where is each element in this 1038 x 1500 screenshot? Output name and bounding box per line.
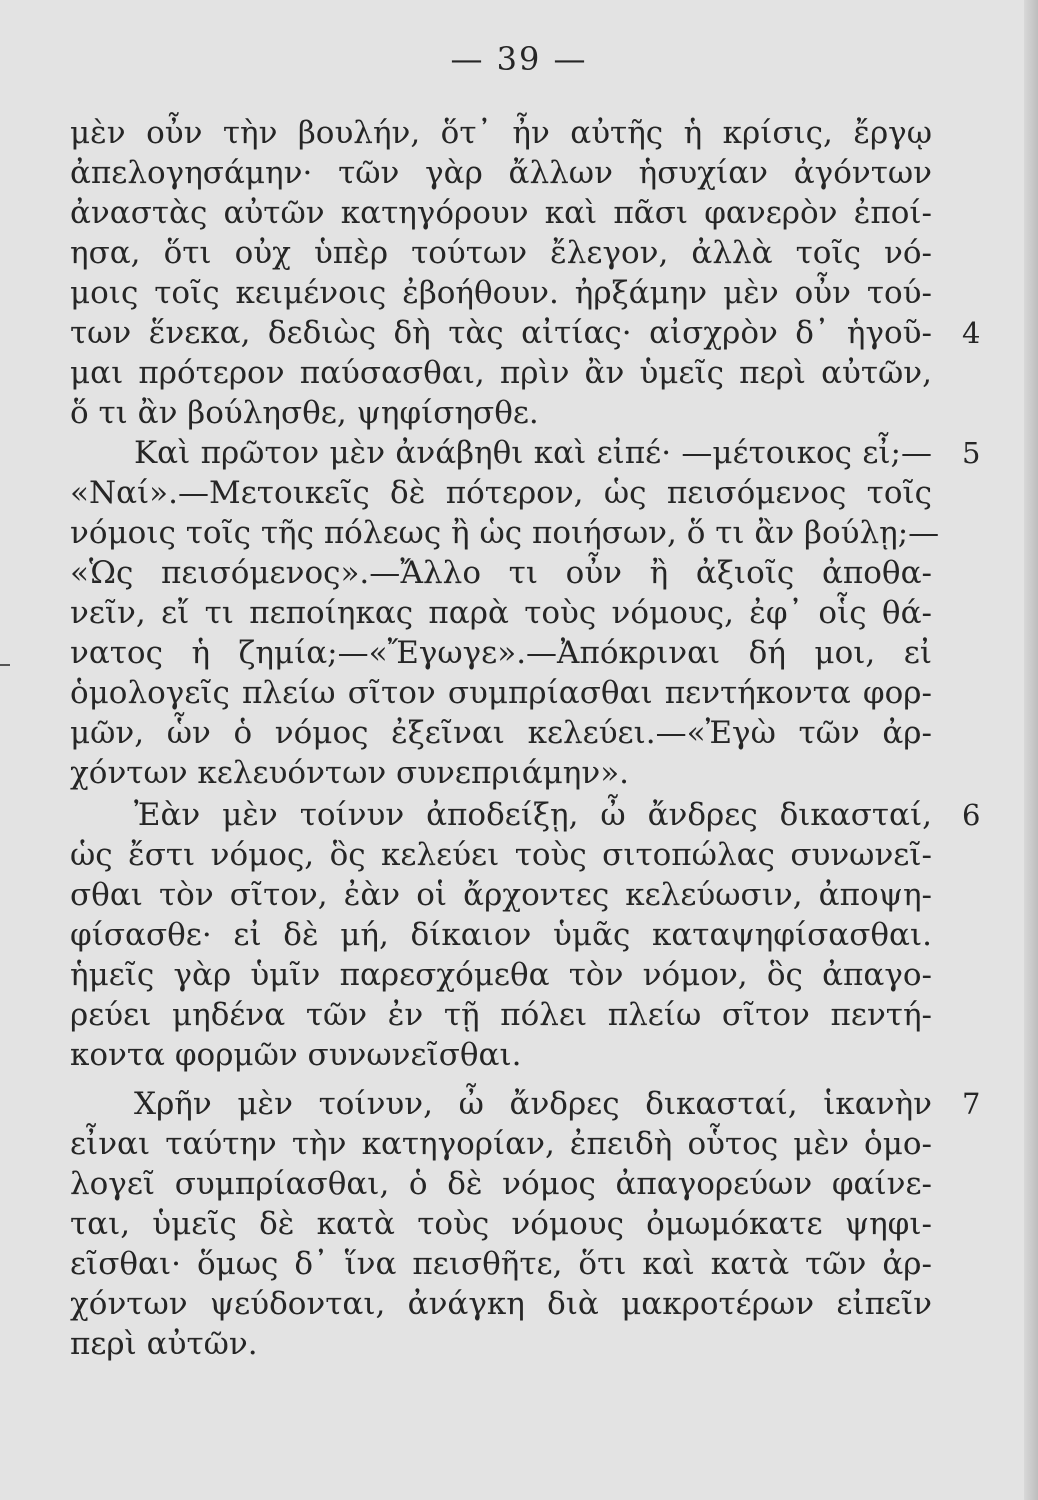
text-line: χόντων κελευόντων συνεπριάμην». — [70, 755, 630, 791]
section-number: 4 — [962, 316, 981, 350]
text-line: νεῖν, εἴ τι πεποίηκας παρὰ τοὺς νόμους, ἐφ᾽ οἷς θά- — [70, 595, 932, 631]
text-line: νόμοις τοῖς τῆς πόλεως ἢ ὡς ποιήσων, ὅ τι ἂν βούλῃ;— — [70, 515, 940, 551]
text-line: φίσασθε· εἰ δὲ μή, δίκαιον ὑμᾶς καταψηφίσασθαι. — [70, 917, 932, 953]
text-line: ὡς ἔστι νόμος, ὃς κελεύει τοὺς σιτοπώλας συνωνεῖ- — [70, 837, 932, 873]
section-number: 7 — [962, 1087, 981, 1121]
page-number: — 39 — — [450, 40, 588, 78]
text-line: ἀπελογησάμην· τῶν γὰρ ἄλλων ἡσυχίαν ἀγόντων — [70, 155, 932, 191]
page-edge-shadow — [1024, 0, 1038, 1500]
section-number: 6 — [962, 798, 981, 832]
text-line: «Ναί».—Μετοικεῖς δὲ πότερον, ὡς πεισόμενος τοῖς — [70, 475, 932, 511]
text-line: κοντα φορμῶν συνωνεῖσθαι. — [70, 1037, 522, 1073]
text-line: ἡμεῖς γὰρ ὑμῖν παρεσχόμεθα τὸν νόμον, ὃς ἀπαγο- — [70, 957, 932, 993]
text-line: Ἐὰν μὲν τοίνυν ἀποδείξῃ, ὦ ἄνδρες δικασταί, — [134, 797, 932, 833]
text-line: Καὶ πρῶτον μὲν ἀνάβηθι καὶ εἰπέ· —μέτοικος εἶ;— — [134, 435, 932, 471]
text-line: μὲν οὖν τὴν βουλήν, ὅτ᾽ ἦν αὐτῆς ἡ κρίσις, ἔργῳ — [70, 115, 932, 151]
text-line: ησα, ὅτι οὐχ ὑπὲρ τούτων ἔλεγον, ἀλλὰ τοῖς νό- — [70, 235, 932, 271]
text-line: εῖσθαι· ὅμως δ᾽ ἵνα πεισθῆτε, ὅτι καὶ κατὰ τῶν ἀρ- — [70, 1246, 932, 1282]
text-line: των ἕνεκα, δεδιὼς δὴ τὰς αἰτίας· αἰσχρὸν δ᾽ ἡγοῦ- — [70, 315, 932, 351]
text-line: εἶναι ταύτην τὴν κατηγορίαν, ἐπειδὴ οὗτος μὲν ὁμο- — [70, 1126, 932, 1162]
left-edge-mark — [0, 664, 10, 666]
text-line: «Ὡς πεισόμενος».—Ἄλλο τι οὖν ἢ ἀξιοῖς ἀποθα- — [70, 555, 932, 591]
text-line: ἀναστὰς αὐτῶν κατηγόρουν καὶ πᾶσι φανερὸν ἐποί- — [70, 195, 932, 231]
text-line: ρεύει μηδένα τῶν ἐν τῇ πόλει πλείω σῖτον πεντή- — [70, 997, 932, 1033]
text-line: χόντων ψεύδονται, ἀνάγκη διὰ μακροτέρων εἰπεῖν — [70, 1286, 932, 1322]
text-line: λογεῖ συμπρίασθαι, ὁ δὲ νόμος ἀπαγορεύων φαίνε- — [70, 1166, 932, 1202]
text-line: νατος ἡ ζημία;—«Ἔγωγε».—Ἀπόκριναι δή μοι, εἰ — [70, 635, 932, 671]
text-line: ὁμολογεῖς πλείω σῖτον συμπρίασθαι πεντήκοντα φορ- — [70, 675, 932, 711]
text-line: μαι πρότερον παύσασθαι, πρὶν ἂν ὑμεῖς περὶ αὐτῶν, — [70, 355, 932, 391]
text-line: περὶ αὐτῶν. — [70, 1326, 258, 1362]
text-line: Χρῆν μὲν τοίνυν, ὦ ἄνδρες δικασταί, ἱκανὴν — [134, 1086, 932, 1122]
text-line: ὅ τι ἂν βούλησθε, ψηφίσησθε. — [70, 395, 539, 431]
text-line: ται, ὑμεῖς δὲ κατὰ τοὺς νόμους ὀμωμόκατε ψηφι- — [70, 1206, 932, 1242]
text-line: μῶν, ὧν ὁ νόμος ἐξεῖναι κελεύει.—«Ἐγὼ τῶν ἀρ- — [70, 715, 932, 751]
text-line: σθαι τὸν σῖτον, ἐὰν οἱ ἄρχοντες κελεύωσιν, ἀποψη- — [70, 877, 932, 913]
text-line: μοις τοῖς κειμένοις ἐβοήθουν. ἠρξάμην μὲν οὖν τού- — [70, 275, 932, 311]
section-number: 5 — [962, 436, 981, 470]
